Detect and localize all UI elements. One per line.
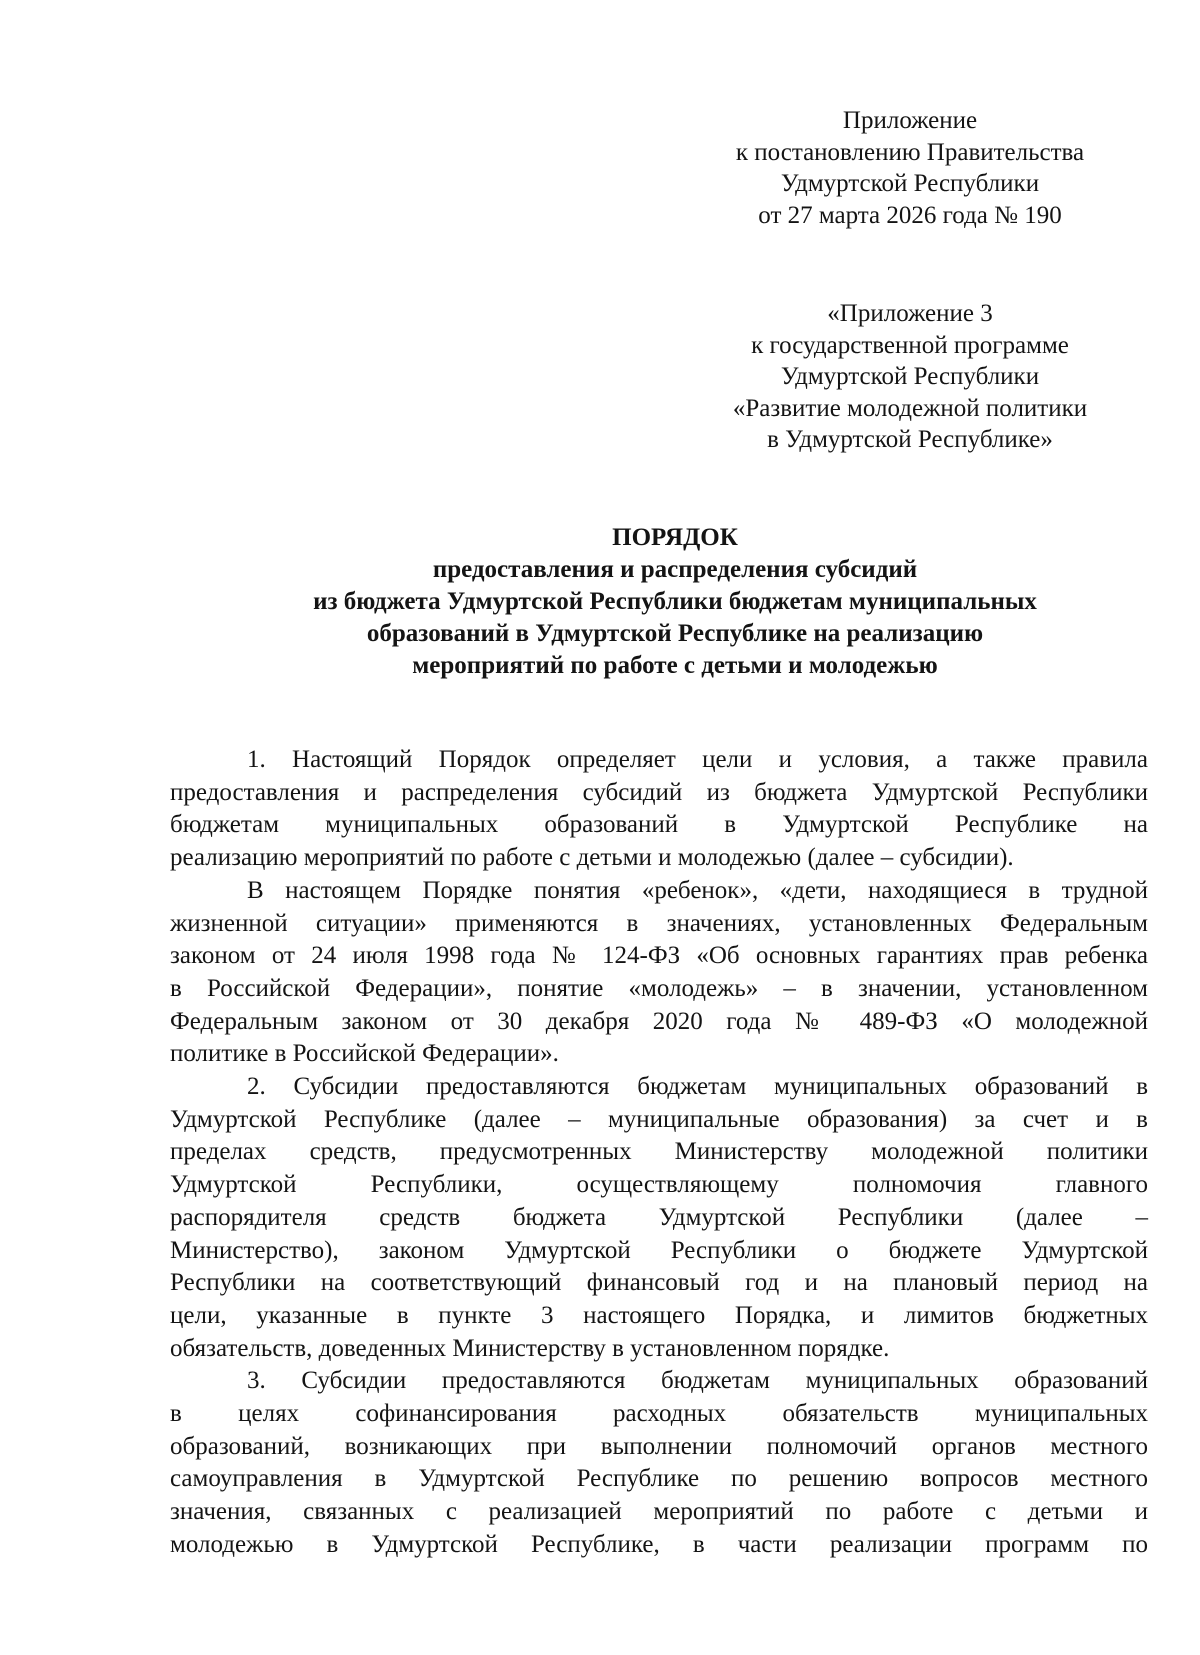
text-line: 3. Субсидии предоставляются бюджетам муниципальных образований bbox=[247, 1367, 1148, 1395]
text-line: в Российской Федерации», понятие «молодежь» – в значении, установленном bbox=[170, 974, 1148, 1002]
text-line: законом от 24 июля 1998 года № 124-ФЗ «Об основных гарантиях прав ребенка bbox=[170, 942, 1148, 970]
title-line: образований в Удмуртской Республике на реализацию bbox=[366, 620, 984, 647]
annex-header-line: Удмуртской Республики bbox=[780, 170, 1040, 197]
text-line: жизненной ситуации» применяются в значениях, установленных Федеральным bbox=[170, 909, 1148, 937]
paragraph-3 bbox=[170, 1365, 1148, 1561]
text-line: обязательств, доведенных Министерству в установленном порядке. bbox=[170, 1334, 890, 1362]
paragraph-2 bbox=[170, 1071, 1148, 1365]
annex-header-line: к постановлению Правительства bbox=[735, 138, 1085, 166]
text-line: цели, указанные в пункте 3 настоящего Порядка, и лимитов бюджетных bbox=[170, 1301, 1148, 1329]
text-line: в целях софинансирования расходных обязательств муниципальных bbox=[170, 1400, 1148, 1428]
text-line: Федеральным законом от 30 декабря 2020 года № 489-ФЗ «О молодежной bbox=[170, 1007, 1148, 1035]
document-body bbox=[170, 744, 1148, 1562]
title-line: предоставления и распределения субсидий bbox=[432, 556, 918, 583]
text-line: Удмуртской Республике (далее – муниципальные образования) за счет и в bbox=[170, 1105, 1148, 1133]
text-line: политике в Российской Федерации». bbox=[170, 1040, 559, 1068]
text-line: В настоящем Порядке понятия «ребенок», «дети, находящиеся в трудной bbox=[247, 876, 1148, 904]
paragraph-1 bbox=[170, 744, 1148, 875]
text-line: предоставления и распределения субсидий из бюджета Удмуртской Республики bbox=[170, 778, 1148, 806]
annex-program-block bbox=[700, 298, 1120, 456]
text-line: самоуправления в Удмуртской Республике по решению вопросов местного bbox=[170, 1465, 1148, 1493]
text-line: значения, связанных с реализацией мероприятий по работе с детьми и bbox=[170, 1498, 1148, 1526]
text-line: молодежью в Удмуртской Республике, в части реализации программ по bbox=[170, 1530, 1148, 1558]
annex-header-line: Приложение bbox=[842, 107, 978, 134]
paragraph-1-definitions bbox=[170, 875, 1148, 1071]
text-line: пределах средств, предусмотренных Министерству молодежной политики bbox=[170, 1138, 1148, 1166]
title-heading: ПОРЯДОК bbox=[612, 524, 738, 551]
title-line: из бюджета Удмуртской Республики бюджетам муниципальных bbox=[313, 588, 1037, 615]
text-line: Министерство), законом Удмуртской Республики о бюджете Удмуртской bbox=[170, 1236, 1148, 1264]
annex-program-line: в Удмуртской Республике» bbox=[767, 426, 1053, 453]
annex-program-line: «Развитие молодежной политики bbox=[732, 394, 1088, 422]
text-line: образований, возникающих при выполнении полномочий органов местного bbox=[170, 1432, 1148, 1460]
annex-program-line: Удмуртской Республики bbox=[780, 363, 1040, 390]
document-title bbox=[170, 522, 1180, 682]
text-line: Республики на соответствующий финансовый год и на плановый период на bbox=[170, 1269, 1148, 1297]
text-line: бюджетам муниципальных образований в Удмуртской Республике на bbox=[170, 811, 1148, 839]
text-line: 1. Настоящий Порядок определяет цели и условия, а также правила bbox=[247, 746, 1148, 773]
annex-program-line: «Приложение 3 bbox=[827, 300, 993, 327]
text-line: распорядителя средств бюджета Удмуртской Республики (далее – bbox=[170, 1203, 1148, 1231]
text-line: Удмуртской Республики, осуществляющему полномочия главного bbox=[170, 1171, 1148, 1199]
annex-header-line: от 27 марта 2026 года № 190 bbox=[758, 201, 1062, 229]
annex-program-line: к государственной программе bbox=[751, 331, 1069, 359]
text-line: 2. Субсидии предоставляются бюджетам муниципальных образований в bbox=[247, 1073, 1148, 1101]
title-line: мероприятий по работе с детьми и молодежью bbox=[412, 652, 938, 679]
annex-header bbox=[700, 105, 1120, 231]
text-line: реализацию мероприятий по работе с детьми и молодежью (далее – субсидии). bbox=[170, 844, 1014, 872]
